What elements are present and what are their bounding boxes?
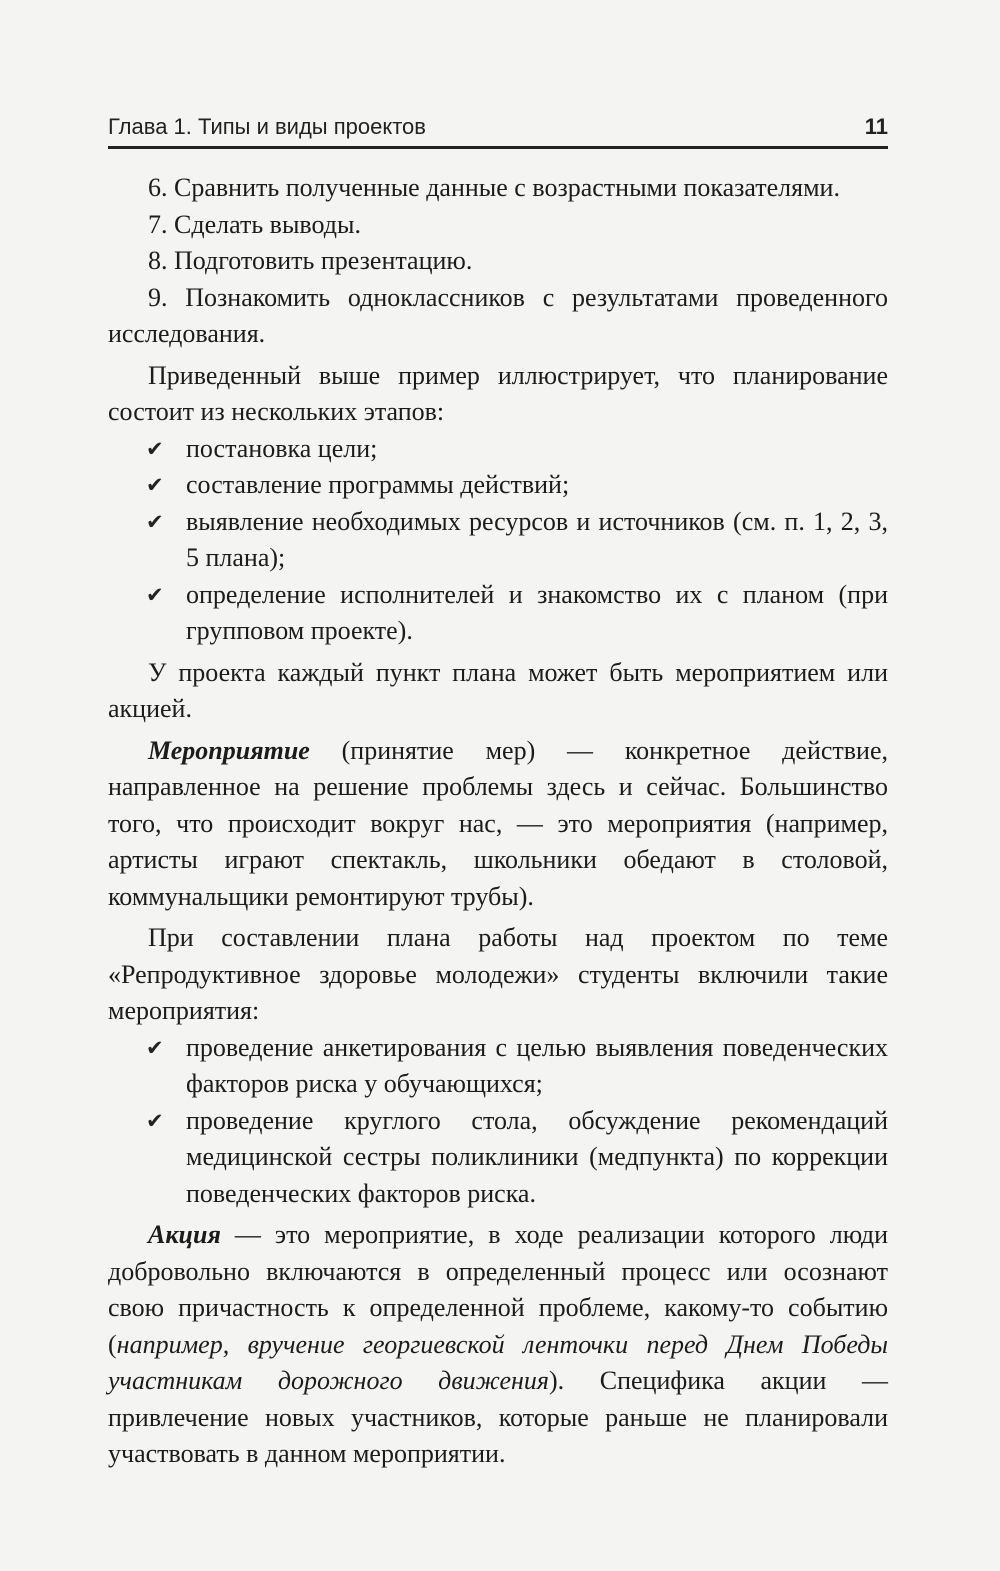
- page-body: [108, 170, 888, 1473]
- planning-stages-list: [108, 431, 888, 650]
- event-definition-text: (принятие мер) — конкретное действие, направленное на решение проблемы здесь и сейчас. Большинство того, что происходит вокруг нас, — это мероприятия (например, артисты играют спектакль, школьники обедают в столовой, коммунальщики ремонтируют трубы).: [108, 735, 888, 911]
- list-item-text: определение исполнителей и знакомство их с планом (при групповом проекте).: [186, 579, 888, 645]
- list-item-text: постановка цели;: [186, 433, 378, 463]
- example-intro: При составлении плана работы над проектом по теме «Репродуктивное здоровье молодежи» студенты включили такие мероприятия:: [108, 923, 888, 1025]
- example-events-list: [108, 1030, 888, 1213]
- checkmark-icon: ✔: [146, 473, 164, 497]
- running-header: [108, 108, 888, 149]
- action-definition: [108, 1217, 888, 1473]
- planning-intro: Приведенный выше пример иллюстрирует, что планирование состоит из нескольких этапов:: [108, 360, 888, 426]
- list-item: [108, 1103, 888, 1213]
- checkmark-icon: ✔: [146, 1108, 164, 1133]
- plan-item: 9. Познакомить одноклассников с результатами проведенного исследования.: [108, 282, 888, 348]
- list-item-text: составление программы действий;: [186, 470, 570, 499]
- event-term: Мероприятие: [148, 735, 310, 765]
- list-item: [108, 577, 888, 650]
- checkmark-icon: ✔: [146, 509, 164, 534]
- list-item: [108, 504, 888, 577]
- action-text-after: ). Специфика акции — привлечение новых участников, которые раньше не планировали участвовать в данном мероприятии.: [108, 1366, 888, 1468]
- checkmark-icon: ✔: [146, 436, 164, 461]
- checkmark-icon: ✔: [146, 1035, 164, 1060]
- action-text-before: — это мероприятие, в ходе реализации которого люди добровольно включаются в определенный процесс или осознают свою причастность к определенной проблеме, какому-то событию (: [108, 1220, 888, 1359]
- project-point-paragraph: У проекта каждый пункт плана может быть мероприятием или акцией.: [108, 657, 888, 723]
- chapter-title: Глава 1. Типы и виды проектов: [108, 114, 426, 139]
- list-item-text: проведение круглого стола, обсуждение рекомендаций медицинской сестры поликлиники (медпункта) по коррекции поведенческих факторов риска.: [186, 1105, 888, 1208]
- list-item-text: выявление необходимых ресурсов и источников (см. п. 1, 2, 3, 5 плана);: [186, 506, 888, 572]
- event-definition: [108, 733, 888, 916]
- plan-item: 6. Сравнить полученные данные с возрастными показателями.: [148, 173, 840, 202]
- page-number: 11: [864, 114, 888, 139]
- action-term: Акция: [148, 1220, 221, 1249]
- list-item: [108, 467, 888, 504]
- list-item-text: проведение анкетирования с целью выявления поведенческих факторов риска у обучающихся;: [186, 1032, 888, 1098]
- list-item: [108, 1030, 888, 1103]
- checkmark-icon: ✔: [146, 582, 164, 607]
- list-item: [108, 431, 888, 468]
- plan-item: 7. Сделать выводы.: [148, 209, 361, 239]
- plan-item: 8. Подготовить презентацию.: [148, 246, 473, 275]
- action-example: например, вручение георгиевской ленточки перед Днем Победы участникам дорожного движения: [108, 1329, 888, 1395]
